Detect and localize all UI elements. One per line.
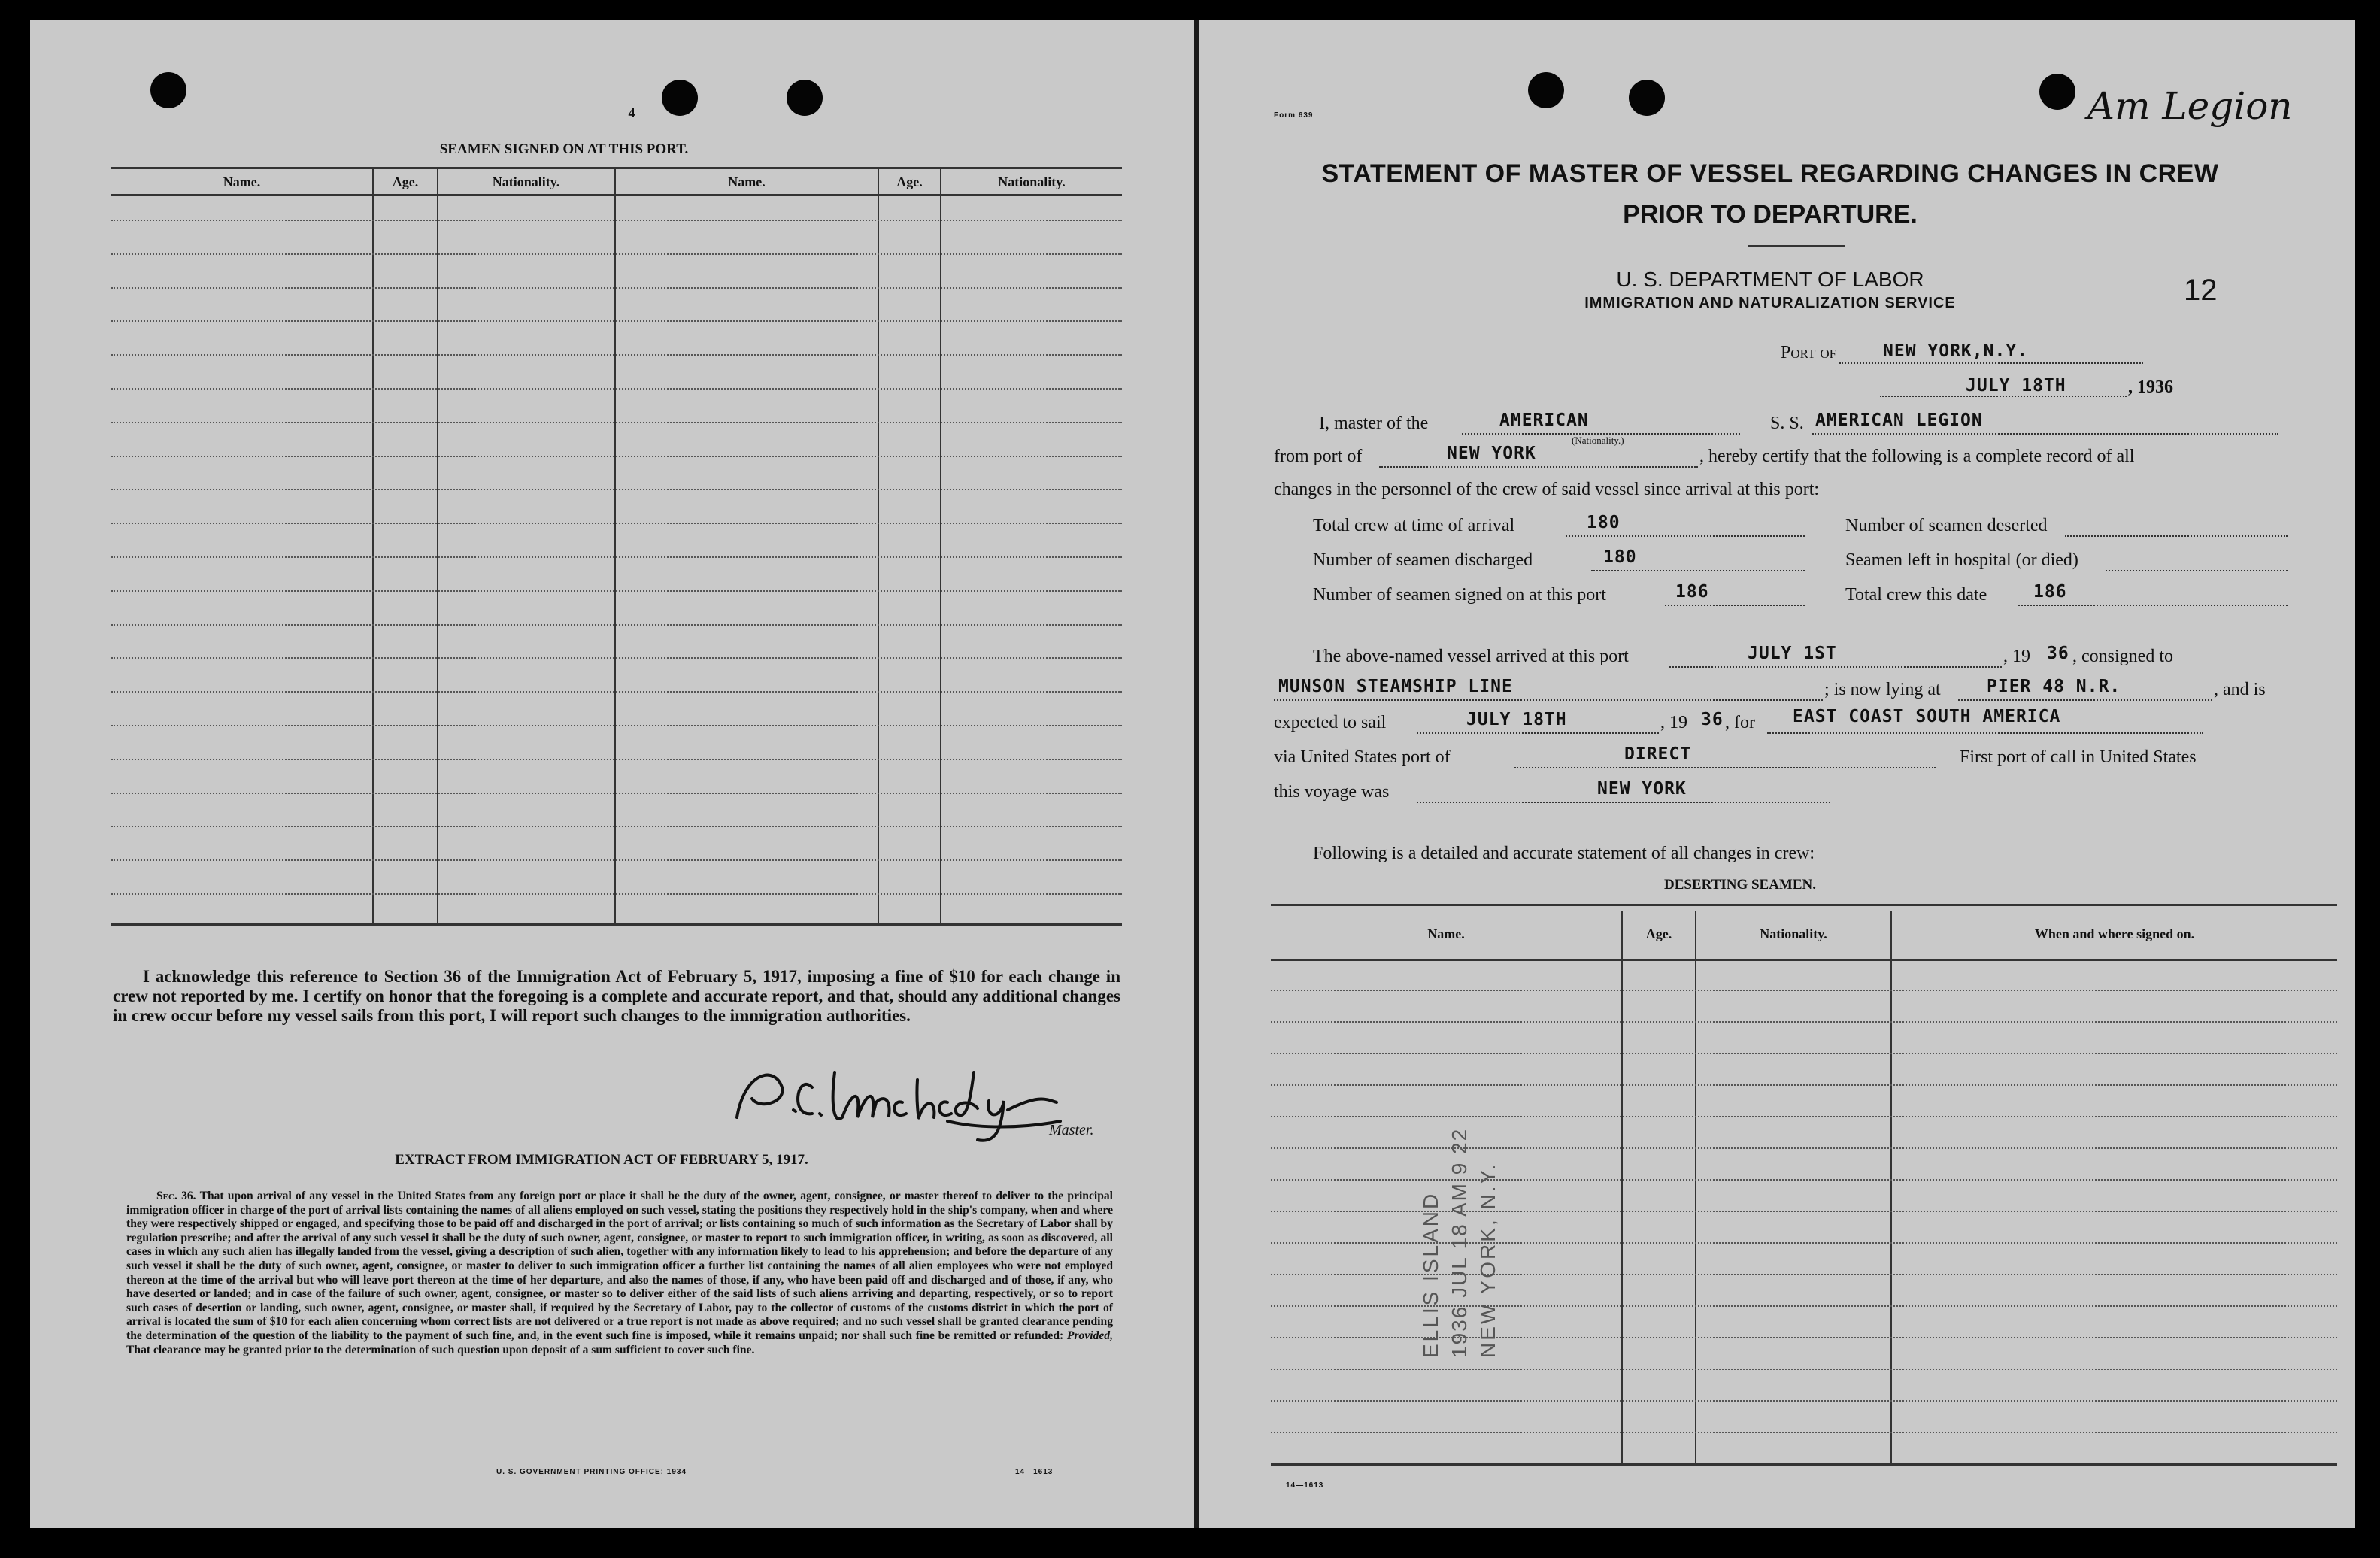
arrived-year: 36 <box>2047 644 2069 663</box>
table-row-line <box>111 893 1122 895</box>
col-name: Name. <box>223 174 261 189</box>
punch-hole <box>2039 74 2075 110</box>
column-divider <box>940 167 941 925</box>
form-code: 14—1613 <box>1015 1468 1054 1476</box>
deserting-title: DESERTING SEAMEN. <box>1663 877 1817 893</box>
total-date-label: Total crew this date <box>1845 585 1987 605</box>
table-row-line <box>111 354 1122 356</box>
table-bottom-rule <box>1271 1463 2337 1466</box>
stamp-line: 1936 JUL 18 AM 9 22 <box>1448 1127 1471 1358</box>
consignee-line <box>1274 699 1823 701</box>
year-label: , 1936 <box>2128 377 2173 397</box>
voyage-line <box>1417 802 1830 803</box>
table-row-line <box>111 388 1122 390</box>
sheet-number: 12 <box>2184 274 2218 307</box>
table-title: SEAMEN SIGNED ON AT THIS PORT. <box>439 141 689 157</box>
date-value: JULY 18TH <box>1966 376 2066 396</box>
certify-text: , hereby certify that the following is a complete record of all <box>1699 447 2135 466</box>
table-top-rule <box>111 167 1122 169</box>
arrived-line <box>1669 666 2002 668</box>
voyage-value: NEW YORK <box>1597 779 1687 799</box>
destination-value: EAST COAST SOUTH AMERICA <box>1793 707 2061 726</box>
form-code: 14—1613 <box>1286 1481 1324 1490</box>
consignee-value: MUNSON STEAMSHIP LINE <box>1278 677 1513 696</box>
lying-value: PIER 48 N.R. <box>1987 677 2121 696</box>
section-body: That upon arrival of any vessel in the United States from any foreign port or place it shall be the duty of the owner, agent, consignee, or master thereof to deliver to the principal immigration officer in charge of the port of arrival lists containing the names of all aliens employed on such vessel, stating the positions they respectively hold in the ship's company, when and where they were respectively shipped or engaged, and specifying those to be paid off and discharged in the port of arrival; or lists containing so much of such information as the Secretary of Labor shall by regulation prescribe; and after the arrival of any such vessel it shall be the duty of such owner, agent, consignee, or master to report to such immigration officer, in writing, as soon as discovered, all cases in which any such alien has illegally landed from the vessel, giving a description of such alien, together with any information likely to lead to his apprehension; and before the departure of any such vessel it shall be the duty of such owner, agent, consignee, or master to deliver to such immigration officer a further list containing the names of all alien employees who were not employed thereon at the time of the arrival but who will leave port thereon at the time of her departure, and also the names of those, if any, who have been paid off and discharged and of those, if any, who have deserted or landed; and in case of the failure of such owner, agent, consignee, or master so to deliver either of the said lists of such aliens arriving and departing, respectively, or so to report such cases of desertion or landing, such owner, agent, consignee, or master shall, if required by the Secretary of Labor, pay to the collector of customs of the customs district in which the port of arrival is located the sum of $10 for each alien concerning whom correct lists are not delivered or a true report is not made as above required; and no such vessel shall be granted clearance pending the determination of the question of the liability to the payment of such fine, and, in the event such fine is imposed, while it remains unpaid; nor shall such fine be remitted or refunded: <box>126 1190 1114 1342</box>
form-title-line2: PRIOR TO DEPARTURE. <box>1623 200 1918 229</box>
form-title-line1: STATEMENT OF MASTER OF VESSEL REGARDING CHANGES IN CREW <box>1321 159 2219 188</box>
total-arrival-value: 180 <box>1587 513 1621 532</box>
expected-year-prefix: , 19 <box>1660 713 1687 732</box>
discharged-value: 180 <box>1603 547 1637 567</box>
first-port-label: First port of call in United States <box>1960 747 2197 767</box>
master-of-label: I, master of the <box>1319 414 1429 433</box>
lying-label: ; is now lying at <box>1824 680 1941 699</box>
changes-text: changes in the personnel of the crew of said vessel since arrival at this port: <box>1274 480 1820 499</box>
table-row-line <box>111 220 1122 221</box>
table-row-line <box>111 456 1122 457</box>
ship-value: AMERICAN LEGION <box>1815 411 1983 430</box>
from-port-label: from port of <box>1274 447 1363 466</box>
for-text: , for <box>1725 713 1755 732</box>
destination-line <box>1767 732 2203 734</box>
column-divider <box>437 167 438 925</box>
port-of-value: NEW YORK,N.Y. <box>1883 341 2029 361</box>
column-divider <box>614 167 616 925</box>
table-row-line <box>1271 1021 2337 1023</box>
table-header-rule <box>1271 959 2337 961</box>
total-date-line <box>2018 605 2288 606</box>
ship-line <box>1812 433 2278 435</box>
table-bottom-rule <box>111 923 1122 926</box>
discharged-line <box>1591 570 1805 571</box>
table-row-line <box>111 826 1122 827</box>
section-36-text <box>126 1190 1113 1357</box>
lying-line <box>1958 699 2212 701</box>
arrived-label: The above-named vessel arrived at this port <box>1313 647 1629 666</box>
from-port-line <box>1379 466 1698 468</box>
table-row-line <box>1271 1432 2337 1433</box>
provided-text: That clearance may be granted prior to the determination of such question upon deposit of a sum sufficient to cover such fine. <box>126 1343 755 1356</box>
col-name: Name. <box>1427 926 1465 941</box>
table-row-line <box>1271 990 2337 991</box>
table-row-line <box>111 556 1122 558</box>
punch-hole <box>1629 80 1665 116</box>
total-date-value: 186 <box>2033 582 2067 602</box>
hospital-line <box>2106 570 2288 571</box>
table-row-line <box>111 253 1122 255</box>
column-divider <box>878 167 879 925</box>
port-of-line <box>1839 362 2143 364</box>
table-row-line <box>111 624 1122 626</box>
col-name: Name. <box>728 174 766 189</box>
column-divider <box>1621 911 1623 1465</box>
nationality-caption: (Nationality.) <box>1572 435 1624 446</box>
punch-hole <box>787 80 823 116</box>
port-of-label: Port of <box>1781 343 1837 362</box>
provided-label: Provided, <box>1066 1329 1113 1342</box>
total-arrival-line <box>1566 535 1805 537</box>
table-row-line <box>111 657 1122 659</box>
column-divider <box>1890 911 1892 1465</box>
and-is-text: , and is <box>2214 680 2266 699</box>
expected-value: JULY 18TH <box>1466 710 1567 729</box>
punch-hole <box>662 80 698 116</box>
extract-title: EXTRACT FROM IMMIGRATION ACT OF FEBRUARY 5, 1917. <box>395 1152 808 1168</box>
department: U. S. DEPARTMENT OF LABOR <box>1616 268 1924 291</box>
punch-hole <box>1528 72 1564 108</box>
table-row-line <box>1271 1400 2337 1402</box>
table-top-rule <box>1271 904 2337 906</box>
acknowledgement-text: I acknowledge this reference to Section 36 of the Immigration Act of February 5, 1917, imposing a fine of $10 for each change in crew not reported by me. I certify on honor that the foregoing is a complete and accurate report, and that, should any additional changes in crew occur before my vessel sails from this port, I will report such changes to the immigration authorities. <box>113 967 1120 1025</box>
column-divider <box>1695 911 1696 1465</box>
following-text: Following is a detailed and accurate statement of all changes in crew: <box>1313 844 1815 863</box>
col-age: Age. <box>392 174 419 189</box>
deserted-label: Number of seamen deserted <box>1845 516 2048 535</box>
table-row-line <box>111 590 1122 592</box>
ss-label: S. S. <box>1770 414 1804 433</box>
table-row-line <box>111 759 1122 760</box>
table-row-line <box>111 287 1122 289</box>
right-page <box>1199 20 2355 1528</box>
table-header-rule <box>111 194 1122 196</box>
col-nationality: Nationality. <box>998 174 1066 189</box>
printing-office: U. S. GOVERNMENT PRINTING OFFICE: 1934 <box>496 1468 687 1476</box>
table-row-line <box>111 422 1122 423</box>
table-row-line <box>111 725 1122 726</box>
stamp-line: NEW YORK, N.Y. <box>1476 1162 1499 1358</box>
service: IMMIGRATION AND NATURALIZATION SERVICE <box>1584 295 1956 311</box>
stamp-line: ELLIS ISLAND <box>1419 1191 1442 1358</box>
handwritten-note: Am Legion <box>2087 84 2293 128</box>
signed-on-value: 186 <box>1675 582 1709 602</box>
expected-label: expected to sail <box>1274 713 1387 732</box>
deserted-line <box>2065 535 2288 537</box>
left-page <box>30 20 1194 1528</box>
expected-year: 36 <box>1701 710 1724 729</box>
hospital-label: Seamen left in hospital (or died) <box>1845 550 2078 570</box>
via-label: via United States port of <box>1274 747 1451 767</box>
signed-on-line <box>1665 605 1805 606</box>
table-row-line <box>111 489 1122 490</box>
voyage-label: this voyage was <box>1274 782 1390 802</box>
master-label: Master. <box>1049 1122 1094 1138</box>
arrived-value: JULY 1ST <box>1748 644 1837 663</box>
table-row-line <box>111 691 1122 693</box>
table-row-line <box>111 320 1122 322</box>
table-row-line <box>111 793 1122 794</box>
table-row-line <box>111 523 1122 524</box>
ellis-island-stamp <box>1417 1042 1507 1358</box>
column-divider <box>372 167 374 925</box>
col-nationality: Nationality. <box>1760 926 1827 941</box>
nationality-value: AMERICAN <box>1499 411 1589 430</box>
col-age: Age. <box>896 174 923 189</box>
arrived-year-prefix: , 19 <box>2003 647 2030 666</box>
consigned-text: , consigned to <box>2072 647 2173 666</box>
col-when-where: When and where signed on. <box>2034 926 2195 941</box>
table-row-line <box>111 859 1122 861</box>
page-number: 4 <box>628 105 635 120</box>
table-row-line <box>1271 1369 2337 1370</box>
date-line <box>1880 396 2127 397</box>
via-value: DIRECT <box>1624 744 1692 764</box>
from-port-value: NEW YORK <box>1447 444 1536 463</box>
discharged-label: Number of seamen discharged <box>1313 550 1533 570</box>
total-arrival-label: Total crew at time of arrival <box>1313 516 1515 535</box>
form-label: Form 639 <box>1274 111 1314 120</box>
col-age: Age. <box>1645 926 1672 941</box>
expected-line <box>1417 732 1659 734</box>
section-label: Sec. 36. <box>156 1190 196 1202</box>
signature <box>722 1057 1098 1147</box>
via-line <box>1514 767 1936 768</box>
signed-on-label: Number of seamen signed on at this port <box>1313 585 1606 605</box>
punch-hole <box>150 72 186 108</box>
col-nationality: Nationality. <box>492 174 560 189</box>
title-rule <box>1748 245 1845 247</box>
